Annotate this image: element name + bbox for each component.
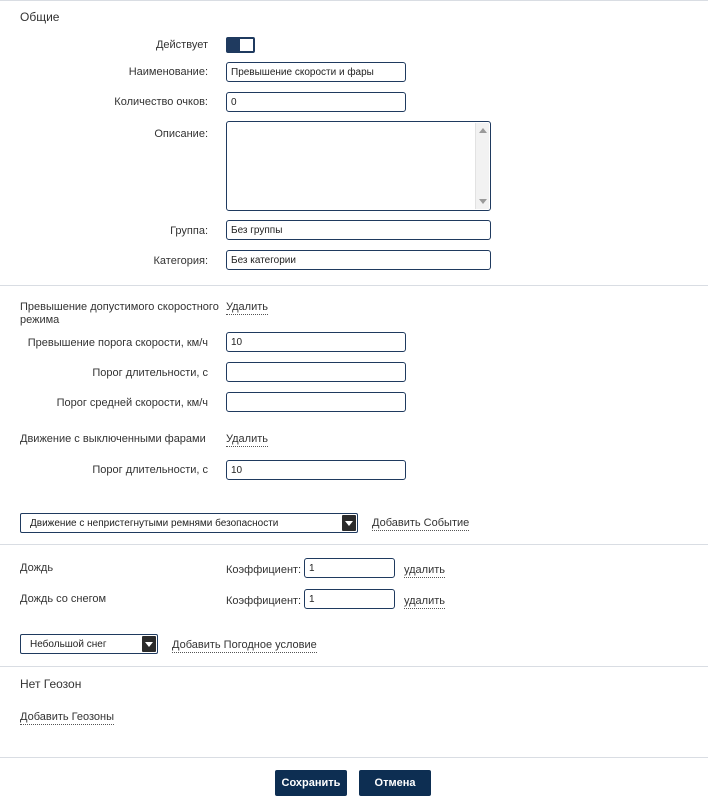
lights-off-duration-label: Порог длительности, с (92, 464, 208, 476)
weather-coef-label-sleet: Коэффициент: (226, 595, 302, 607)
avg-speed-input[interactable] (226, 392, 406, 412)
description-label: Описание: (154, 128, 208, 140)
weather-type-select-value: Небольшой снег (30, 639, 107, 650)
event-type-select-value: Движение с непристегнутыми ремнями безопасности (30, 518, 279, 529)
category-label: Категория: (153, 255, 208, 267)
save-button[interactable]: Сохранить (275, 770, 347, 796)
name-input[interactable]: Превышение скорости и фары (226, 62, 406, 82)
top-divider (0, 0, 708, 1)
geozones-status: Нет Геозон (20, 677, 82, 691)
weather-coef-input-sleet[interactable]: 1 (304, 589, 395, 609)
active-toggle[interactable] (226, 37, 255, 53)
speed-threshold-label: Превышение порога скорости, км/ч (27, 337, 208, 349)
active-label: Действует (155, 39, 208, 51)
divider-footer (0, 757, 708, 758)
add-event-link[interactable]: Добавить Событие (372, 517, 470, 529)
weather-coef-label-rain: Коэффициент: (226, 564, 302, 576)
group-input[interactable]: Без группы (226, 220, 491, 240)
lights-off-delete-link[interactable]: Удалить (226, 433, 268, 445)
lights-off-duration-input[interactable]: 10 (226, 460, 406, 480)
weather-type-select[interactable] (20, 634, 158, 654)
add-weather-link[interactable]: Добавить Погодное условие (172, 639, 317, 651)
divider-general (0, 285, 708, 286)
cancel-button[interactable]: Отмена (359, 770, 431, 796)
description-scrollbar[interactable] (475, 123, 489, 209)
points-label: Количество очков: (114, 96, 208, 108)
scroll-up-icon[interactable] (479, 128, 487, 133)
weather-name-rain: Дождь (20, 562, 54, 574)
chevron-down-icon[interactable] (342, 515, 356, 531)
weather-coef-input-rain[interactable]: 1 (304, 558, 395, 578)
divider-weather (0, 666, 708, 667)
add-geozones-link[interactable]: Добавить Геозоны (20, 711, 115, 723)
speed-threshold-input[interactable]: 10 (226, 332, 406, 352)
group-label: Группа: (170, 225, 208, 237)
divider-events (0, 544, 708, 545)
speeding-duration-input[interactable] (226, 362, 406, 382)
speeding-delete-link[interactable]: Удалить (226, 301, 268, 313)
scroll-down-icon[interactable] (479, 199, 487, 204)
lights-off-title: Движение с выключенными фарами (20, 433, 206, 445)
description-textarea[interactable] (226, 121, 491, 211)
weather-name-sleet: Дождь со снегом (20, 593, 107, 605)
category-input[interactable]: Без категории (226, 250, 491, 270)
points-input[interactable]: 0 (226, 92, 406, 112)
section-title-general: Общие (20, 10, 60, 24)
chevron-down-icon[interactable] (142, 636, 156, 652)
weather-delete-link-sleet[interactable]: удалить (404, 595, 446, 607)
speeding-title: Превышение допустимого скоростного режима (20, 301, 219, 326)
speeding-duration-label: Порог длительности, с (92, 367, 208, 379)
toggle-knob (240, 39, 253, 51)
weather-delete-link-rain[interactable]: удалить (404, 564, 446, 576)
event-type-select[interactable] (20, 513, 358, 533)
name-label: Наименование: (128, 66, 208, 78)
avg-speed-label: Порог средней скорости, км/ч (56, 397, 208, 409)
